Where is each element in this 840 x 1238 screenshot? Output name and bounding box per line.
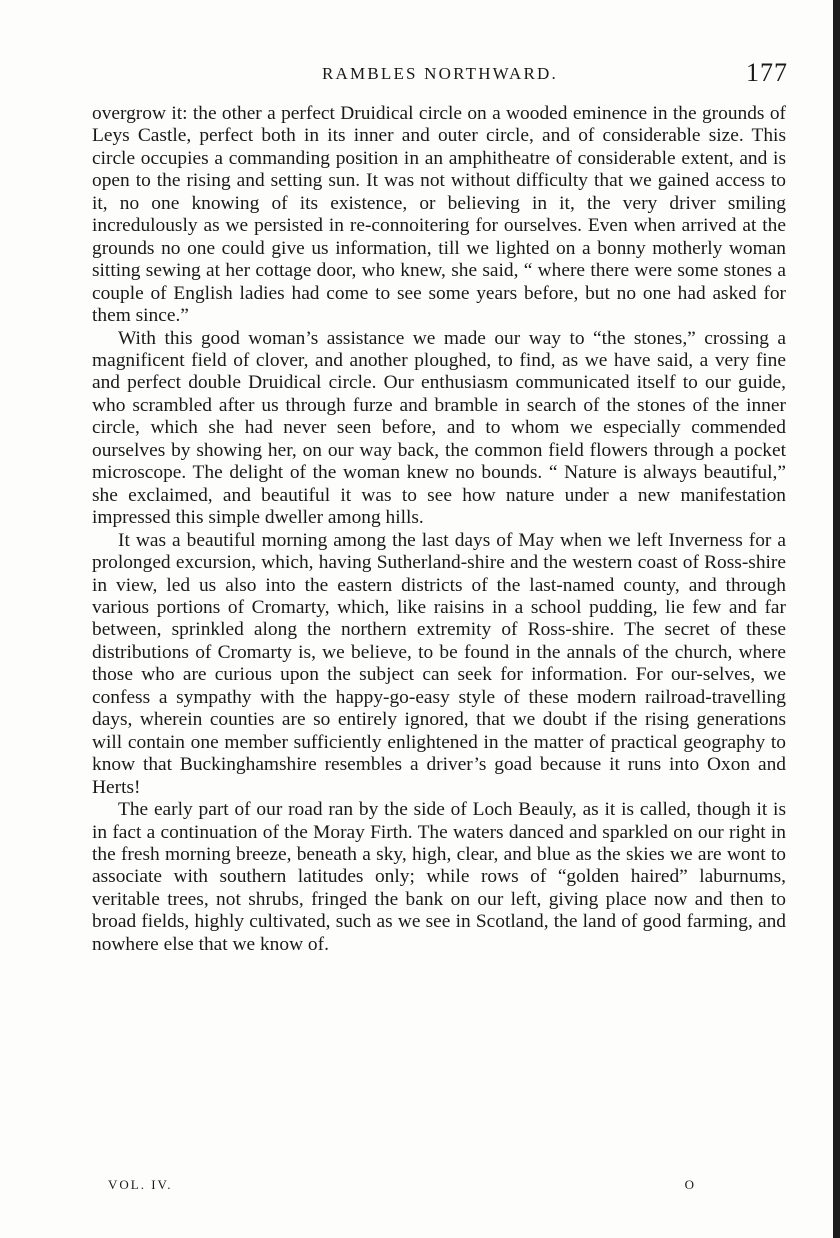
page-footer: [108, 1177, 696, 1197]
volume-signature: VOL. IV.: [108, 1177, 173, 1192]
paragraph-4: The early part of our road ran by the side of Loch Beauly, as it is called, though it is in fact a continuation of the Moray Firth. The waters danced and sparkled on our right in the fresh morning breeze, beneath a sky, high, clear, and blue as the skies we are wont to associate with southern latitudes only; while rows of “golden haired” laburnums, veritable trees, not shrubs, fringed the bank on our left, giving place now and then to broad fields, highly cultivated, such as we see in Scotland, the land of good farming, and nowhere else that we know of.: [92, 799, 786, 955]
paragraph-3: It was a beautiful morning among the last days of May when we left Inverness for a prolonged excursion, which, having Sutherland-shire and the western coast of Ross-shire in view, led us also into the eastern districts of the last-named county, and through various portions of Cromarty, which, like raisins in a school pudding, lie few and far between, sprinkled along the northern extremity of Ross-shire. The secret of these distributions of Cromarty is, we believe, to be found in the annals of the church, where those who are curious upon the subject can seek for information. For our-selves, we confess a sympathy with the happy-go-easy style of these modern railroad-travelling days, wherein counties are so entirely ignored, that we doubt if the rising generations will contain one member sufficiently enlightened in the matter of practical geography to know that Buckinghamshire resembles a driver’s goad because it runs into Oxon and Herts!: [92, 529, 786, 798]
page-edge-shadow: [833, 0, 840, 1238]
running-title: RAMBLES NORTHWARD.: [322, 64, 558, 83]
body-text: [92, 103, 786, 956]
page-header: [92, 58, 788, 94]
page-number: 177: [746, 58, 788, 87]
paragraph-1: overgrow it: the other a perfect Druidical circle on a wooded eminence in the grounds of Leys Castle, perfect both in its inner and outer circle, and of considerable size. This circle occupies a commanding position in an amphitheatre of considerable extent, and is open to the rising and setting sun. It was not without difficulty that we gained access to it, no one knowing of its existence, or believing in it, the very driver smiling incredulously as we persisted in re-connoitering for ourselves. Even when arrived at the grounds no one could give us information, till we lighted on a bonny motherly woman sitting sewing at her cottage door, who knew, she said, “ where there were some stones a couple of English ladies had come to see some years before, but no one had asked for them since.”: [92, 103, 786, 327]
gathering-mark: O: [684, 1177, 696, 1192]
paragraph-2: With this good woman’s assistance we made our way to “the stones,” crossing a magnificent field of clover, and another ploughed, to find, as we have said, a very fine and perfect double Druidical circle. Our enthusiasm communicated itself to our guide, who scrambled after us through furze and bramble in search of the stones of the inner circle, which she had never seen before, and to whom we especially commended ourselves by showing her, on our way back, the common field flowers through a pocket microscope. The delight of the woman knew no bounds. “ Nature is always beautiful,” she exclaimed, and beautiful it was to see how nature under a new manifestation impressed this simple dweller among hills.: [92, 327, 786, 529]
